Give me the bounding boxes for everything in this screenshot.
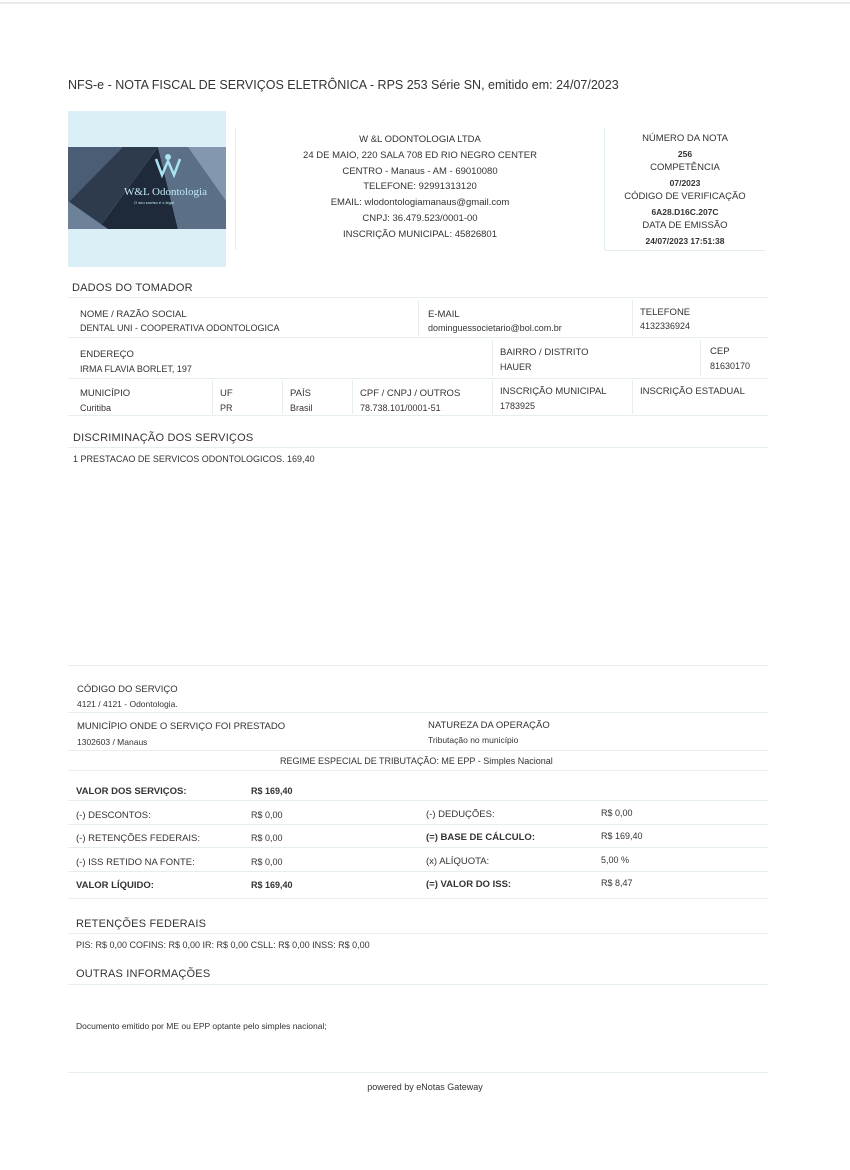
- codigo-verificacao-value: 6A28.D16C.207C: [651, 206, 719, 217]
- email-label: E-MAIL: [428, 309, 460, 320]
- inscricao-municipal-value: 1783925: [500, 401, 536, 411]
- outras-informacoes-title: OUTRAS INFORMAÇÕES: [76, 968, 211, 980]
- telefone-value: 4132336924: [640, 321, 691, 331]
- cep-value: 81630170: [710, 361, 751, 371]
- deducoes-label: (-) DEDUÇÕES:: [426, 809, 495, 820]
- divider: [700, 340, 701, 376]
- uf-label: UF: [220, 388, 233, 399]
- bairro-value: HAUER: [500, 362, 532, 372]
- divider: [68, 750, 768, 751]
- telefone-label: TELEFONE: [640, 307, 691, 318]
- valor-servicos-value: R$ 169,40: [251, 786, 293, 796]
- municipio-servico-label: MUNICÍPIO ONDE O SERVIÇO FOI PRESTADO: [77, 721, 286, 732]
- valor-iss-value: R$ 8,47: [601, 878, 633, 888]
- divider: [68, 378, 768, 379]
- aliquota-label: (x) ALÍQUOTA:: [426, 856, 490, 867]
- divider: [68, 1072, 768, 1073]
- divider: [68, 447, 768, 448]
- issuer-block: [235, 128, 605, 250]
- nome-label: NOME / RAZÃO SOCIAL: [80, 309, 187, 320]
- divider: [68, 337, 768, 338]
- pais-value: Brasil: [290, 403, 313, 413]
- email-value: dominguessocietario@bol.com.br: [428, 323, 562, 333]
- competencia-value: 07/2023: [669, 177, 701, 188]
- divider: [352, 380, 353, 414]
- issuer-phone: TELEFONE: 92991313120: [363, 181, 477, 193]
- codigo-verificacao-label: CÓDIGO DE VERIFICAÇÃO: [624, 191, 746, 202]
- discriminacao-section-title: DISCRIMINAÇÃO DOS SERVIÇOS: [73, 432, 254, 444]
- footer-powered-by: powered by eNotas Gateway: [367, 1082, 483, 1092]
- valor-liquido-label: VALOR LÍQUIDO:: [76, 880, 154, 891]
- descontos-value: R$ 0,00: [251, 810, 283, 820]
- divider: [68, 800, 768, 801]
- divider: [492, 340, 493, 376]
- regime-especial: REGIME ESPECIAL DE TRIBUTAÇÃO: ME EPP - Simples Nacional: [280, 756, 553, 766]
- uf-value: PR: [220, 403, 233, 413]
- divider: [418, 300, 419, 336]
- inscricao-municipal-label: INSCRIÇÃO MUNICIPAL: [500, 386, 607, 397]
- divider: [68, 770, 768, 771]
- endereco-label: ENDEREÇO: [80, 349, 134, 360]
- divider: [68, 712, 768, 713]
- divider: [632, 300, 633, 336]
- base-calculo-value: R$ 169,40: [601, 831, 643, 841]
- issuer-cnpj: CNPJ: 36.479.523/0001-00: [362, 212, 478, 224]
- inscricao-estadual-label: INSCRIÇÃO ESTADUAL: [640, 386, 745, 397]
- company-logo: [68, 111, 226, 267]
- codigo-servico-value: 4121 / 4121 - Odontologia.: [77, 699, 178, 709]
- endereco-value: IRMA FLAVIA BORLET, 197: [80, 364, 192, 374]
- divider: [68, 665, 768, 666]
- retencoes-federais-label: (-) RETENÇÕES FEDERAIS:: [76, 833, 201, 844]
- cpf-cnpj-value: 78.738.101/0001-51: [360, 403, 441, 413]
- codigo-servico-label: CÓDIGO DO SERVIÇO: [77, 684, 178, 695]
- numero-label: NÚMERO DA NOTA: [642, 133, 728, 144]
- cep-label: CEP: [710, 346, 730, 357]
- tomador-section-title: DADOS DO TOMADOR: [72, 282, 193, 294]
- document-title: NFS-e - NOTA FISCAL DE SERVIÇOS ELETRÔNICA - RPS 253 Série SN, emitido em: 24/07/2023: [68, 78, 619, 92]
- divider: [492, 380, 493, 414]
- municipio-servico-value: 1302603 / Manaus: [77, 737, 148, 747]
- issuer-name: W &L ODONTOLOGIA LTDA: [359, 134, 481, 145]
- divider: [68, 847, 768, 848]
- pais-label: PAÍS: [290, 388, 311, 399]
- issuer-address: 24 DE MAIO, 220 SALA 708 ED RIO NEGRO CENTER: [303, 149, 537, 161]
- competencia-label: COMPETÊNCIA: [650, 162, 720, 173]
- valor-liquido-value: R$ 169,40: [251, 880, 293, 890]
- retencoes-federais-value: R$ 0,00: [251, 833, 283, 843]
- aliquota-value: 5,00 %: [601, 855, 630, 865]
- discriminacao-text: 1 PRESTACAO DE SERVICOS ODONTOLOGICOS. 169,40: [73, 454, 315, 464]
- data-emissao-value: 24/07/2023 17:51:38: [645, 235, 725, 246]
- outras-informacoes-text: Documento emitido por ME ou EPP optante pelo simples nacional;: [76, 1021, 327, 1031]
- top-rule: [0, 2, 850, 4]
- divider: [68, 415, 768, 416]
- municipio-value: Curitiba: [80, 403, 112, 413]
- divider: [68, 898, 768, 899]
- retencoes-text: PIS: R$ 0,00 COFINS: R$ 0,00 IR: R$ 0,00 CSLL: R$ 0,00 INSS: R$ 0,00: [76, 940, 370, 950]
- nome-value: DENTAL UNI - COOPERATIVA ODONTOLOGICA: [80, 323, 280, 333]
- divider: [68, 984, 768, 985]
- valor-servicos-label: VALOR DOS SERVIÇOS:: [76, 786, 187, 797]
- logo-tagline: O seu sorriso é o legal: [134, 200, 175, 205]
- divider: [68, 871, 768, 872]
- divider: [282, 380, 283, 414]
- deducoes-value: R$ 0,00: [601, 808, 633, 818]
- divider: [212, 380, 213, 414]
- retencoes-section-title: RETENÇÕES FEDERAIS: [76, 918, 207, 930]
- divider: [68, 824, 768, 825]
- divider: [68, 933, 768, 934]
- natureza-operacao-value: Tributação no município: [428, 735, 519, 745]
- descontos-label: (-) DESCONTOS:: [76, 810, 151, 821]
- divider: [68, 297, 768, 298]
- iss-retido-label: (-) ISS RETIDO NA FONTE:: [76, 857, 195, 868]
- cpf-cnpj-label: CPF / CNPJ / OUTROS: [360, 388, 461, 399]
- invoice-info-block: [605, 128, 765, 251]
- issuer-municipal-reg: INSCRIÇÃO MUNICIPAL: 45826801: [343, 228, 497, 240]
- data-emissao-label: DATA DE EMISSÃO: [642, 220, 728, 231]
- valor-iss-label: (=) VALOR DO ISS:: [426, 879, 512, 890]
- numero-value: 256: [677, 148, 693, 159]
- issuer-email: EMAIL: wlodontologiamanaus@gmail.com: [330, 197, 510, 209]
- base-calculo-label: (=) BASE DE CÁLCULO:: [426, 832, 535, 843]
- iss-retido-value: R$ 0,00: [251, 857, 283, 867]
- divider: [632, 380, 633, 414]
- municipio-label: MUNICÍPIO: [80, 388, 131, 399]
- issuer-city: CENTRO - Manaus - AM - 69010080: [342, 165, 498, 177]
- natureza-operacao-label: NATUREZA DA OPERAÇÃO: [428, 720, 550, 731]
- logo-text: W&L Odontologia: [124, 186, 207, 198]
- bairro-label: BAIRRO / DISTRITO: [500, 347, 589, 358]
